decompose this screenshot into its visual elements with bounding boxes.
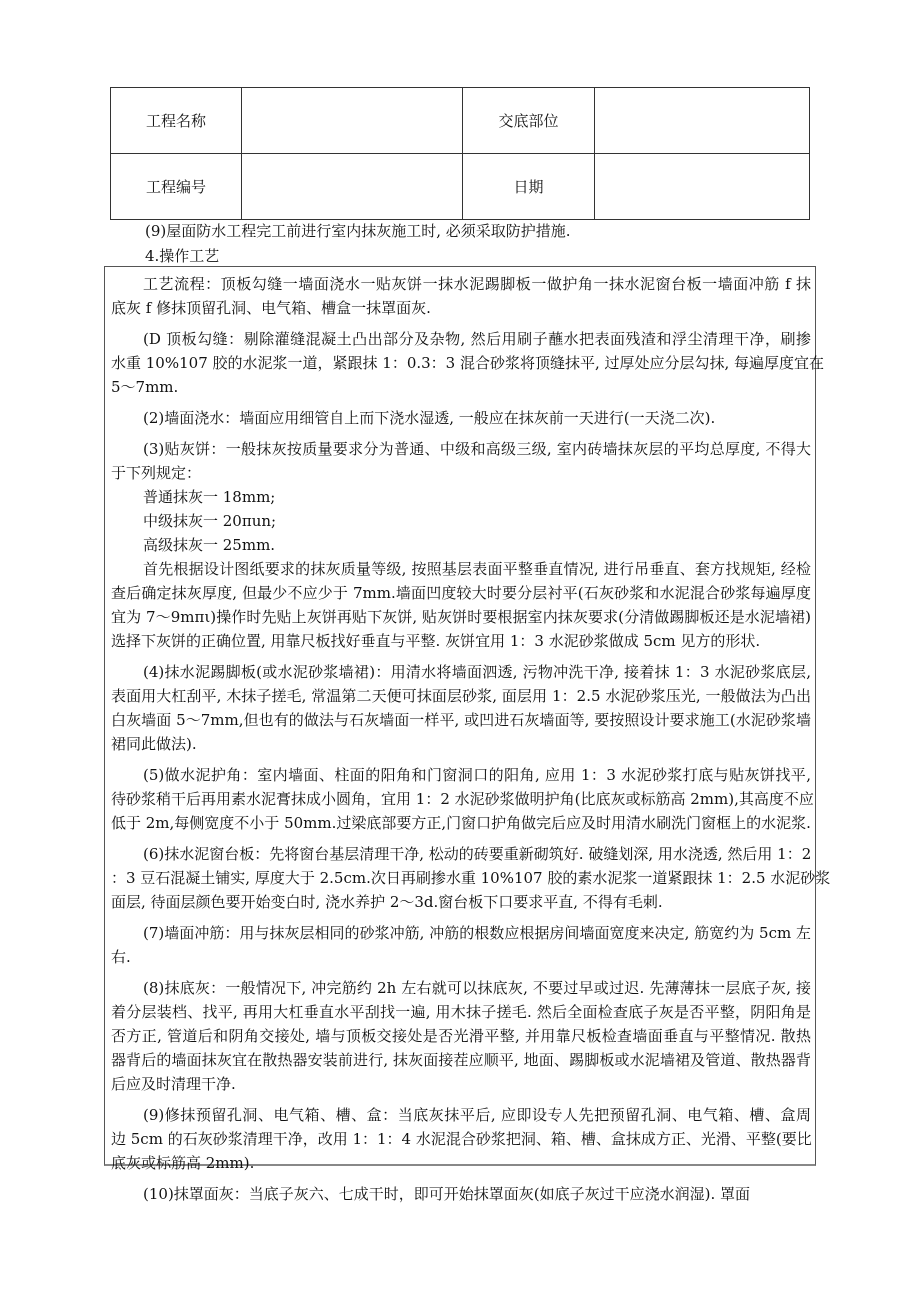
paragraph <box>111 921 811 969</box>
paragraph-line: 首先根据设计图纸要求的抹灰质量等级, 按照基层表面平整垂直情况, 进行吊垂直、套方找规矩, 经检 <box>143 560 811 578</box>
paragraph-line: 后应及时清理干净. <box>111 1075 236 1093</box>
paragraph-line: 着分层装档、找平, 再用大杠垂直水平刮找一遍, 用木抹子搓毛. 然后全面检查底子灰是否平整，阴阳角是 <box>111 1003 811 1021</box>
paragraph-line: 中级抹灰一 20πun; <box>143 512 277 530</box>
paragraph-line: (9)修抹预留孔洞、电气箱、槽、盒：当底灰抹平后, 应即设专人先把预留孔洞、电气箱、槽、盒周 <box>143 1106 811 1124</box>
paragraph-line: (5)做水泥护角：室内墙面、柱面的阳角和门窗洞口的阳角, 应用 1：3 水泥砂浆打底与贴灰饼找平, <box>143 766 811 784</box>
paragraph-line: 工艺流程：顶板勾缝一墙面浇水一贴灰饼一抹水泥踢脚板一做护角一抹水泥窗台板一墙面冲筋 f 抹 <box>143 275 811 293</box>
paragraph-line: (2)墙面浇水：墙面应用细管自上而下浇水湿透, 一般应在抹灰前一天进行(一天浇二次). <box>143 409 716 427</box>
paragraph <box>111 406 811 430</box>
handover-part-label: 交底部位 <box>463 88 595 154</box>
paragraph-line: 底灰或标筋高 2mm). <box>111 1154 255 1172</box>
paragraph-line: (8)抹底灰：一般情况下, 冲完筋约 2h 左右就可以抹底灰, 不要过早或过迟. 先薄薄抹一层底子灰, 接 <box>143 979 811 997</box>
paragraph-line: 普通抹灰一 18mm; <box>143 488 276 506</box>
paragraph-line: (3)贴灰饼：一般抹灰按质量要求分为普通、中级和高级三级, 室内砖墙抹灰层的平均总厚度, 不得大 <box>143 440 811 458</box>
project-name-label: 工程名称 <box>111 88 242 154</box>
paragraph-line: 待砂浆稍干后再用素水泥膏抹成小圆角，宜用 1：2 水泥砂浆做明护角(比底灰或标筋高 2mm),其高度不应 <box>111 790 814 808</box>
paragraph <box>111 533 811 557</box>
date-value[interactable] <box>595 154 810 220</box>
project-name-value[interactable] <box>242 88 463 154</box>
operation-process-box <box>104 266 831 1203</box>
paragraph-line: (4)抹水泥踢脚板(或水泥砂浆墙裙)：用清水将墙面泗透, 污物冲洗干净, 接着抹 1：3 水泥砂浆底层, <box>143 663 811 681</box>
table-row <box>111 154 810 220</box>
paragraph <box>111 485 811 509</box>
paragraph-line: (D 顶板勾缝：剔除灌缝混凝土凸出部分及杂物, 然后用刷子蘸水把表面残渣和浮尘清理干净，刷掺 <box>143 330 811 348</box>
paragraph-line: 边 5cm 的石灰砂浆清理干净，改用 1：1：4 水泥混合砂浆把洞、箱、槽、盒抹成方正、光滑、平整(要比 <box>111 1130 812 1148</box>
handover-part-value[interactable] <box>595 88 810 154</box>
table-row <box>111 88 810 154</box>
project-no-label: 工程编号 <box>111 154 242 220</box>
date-label: 日期 <box>463 154 595 220</box>
paragraph-line: 查后确定抹灰厚度, 但最少不应少于 7mm.墙面凹度较大时要分层衬平(石灰砂浆和水泥混合砂浆每遍厚度 <box>111 584 811 602</box>
paragraph <box>111 272 811 320</box>
paragraph-line: 选择下灰饼的正确位置, 用靠尺板找好垂直与平整. 灰饼宜用 1：3 水泥砂浆做成 5cm 见方的形状. <box>111 632 761 650</box>
paragraph-line: (7)墙面冲筋：用与抹灰层相同的砂浆冲筋, 冲筋的根数应根据房间墙面宽度来决定, 筋宽约为 5cm 左 <box>143 924 811 942</box>
paragraph <box>111 437 811 485</box>
protection-note: (9)屋面防水工程完工前进行室内抹灰施工时, 必须采取防护措施. <box>145 222 571 240</box>
paragraph-line: 底灰 f 修抹顶留孔洞、电气箱、槽盒一抹罩面灰. <box>111 299 431 317</box>
paragraph-line: 宜为 7～9mπι)操作时先贴上灰饼再贴下灰饼, 贴灰饼时要根据室内抹灰要求(分清做踢脚板还是水泥墙裙) <box>111 608 811 626</box>
paragraph-line: 面层, 待面层颜色要开始变白时, 浇水养护 2～3d.窗台板下口要求平直, 不得有毛刺. <box>111 893 663 911</box>
paragraph-line: 高级抹灰一 25mm. <box>143 536 276 554</box>
paragraph <box>111 842 831 914</box>
paragraph-line: 于下列规定： <box>111 464 202 482</box>
paragraph-line: (6)抹水泥窗台板：先将窗台基层清理干净, 松动的砖要重新砌筑好. 破缝划深, 用水浇透, 然后用 1：2 <box>143 845 812 863</box>
paragraph-line: 5～7mm. <box>111 378 179 396</box>
paragraph-line: 低于 2m,每侧宽度不小于 50mm.过梁底部要方正,门窗口护角做完后应及时用清水刷洗门窗框上的水泥浆. <box>111 814 811 832</box>
paragraph-line: 裙同此做法). <box>111 735 197 753</box>
paragraph <box>111 327 825 399</box>
paragraph-line: (10)抹罩面灰：当底子灰六、七成干时，即可开始抹罩面灰(如底子灰过干应浇水润湿). 罩面 <box>143 1185 751 1203</box>
project-no-value[interactable] <box>242 154 463 220</box>
paragraph-line: ：3 豆石混凝土铺实, 厚度大于 2.5cm.次日再刷掺水重 10%107 胶的素水泥浆一道紧跟抹 1：2.5 水泥砂浆 <box>111 869 831 887</box>
paragraph-line: 表面用大杠刮平, 木抹子搓毛, 常温第二天便可抹面层砂浆, 面层用 1：2.5 水泥砂浆压光, 一般做法为凸出 <box>111 687 811 705</box>
paragraph-line: 器背后的墙面抹灰宜在散热器安装前进行, 抹灰面接茬应顺平, 地面、踢脚板或水泥墙裙及管道、散热器背 <box>111 1051 811 1069</box>
paragraph <box>111 660 811 756</box>
paragraph <box>111 509 811 533</box>
paragraph <box>111 976 811 1096</box>
section-title: 4.操作工艺 <box>145 247 220 265</box>
paragraph <box>111 557 811 653</box>
paragraph-line: 水重 10%107 胶的水泥浆一道，紧跟抹 1：0.3：3 混合砂浆将顶缝抹平, 过厚处应分层勾抹, 每遍厚度宜在 <box>111 354 825 372</box>
paragraph <box>111 763 814 835</box>
paragraph <box>111 1182 811 1206</box>
header-info-table <box>110 87 810 220</box>
paragraph-line: 右. <box>111 948 131 966</box>
paragraph-line: 否方正, 管道后和阴角交接处, 墙与顶板交接处是否光滑平整, 并用靠尺板检查墙面垂直与平整情况. 散热 <box>111 1027 811 1045</box>
paragraph-line: 白灰墙面 5～7mm,但也有的做法与石灰墙面一样平, 或凹进石灰墙面等, 要按照设计要求施工(水泥砂浆墙 <box>111 711 811 729</box>
paragraph <box>111 1103 811 1175</box>
